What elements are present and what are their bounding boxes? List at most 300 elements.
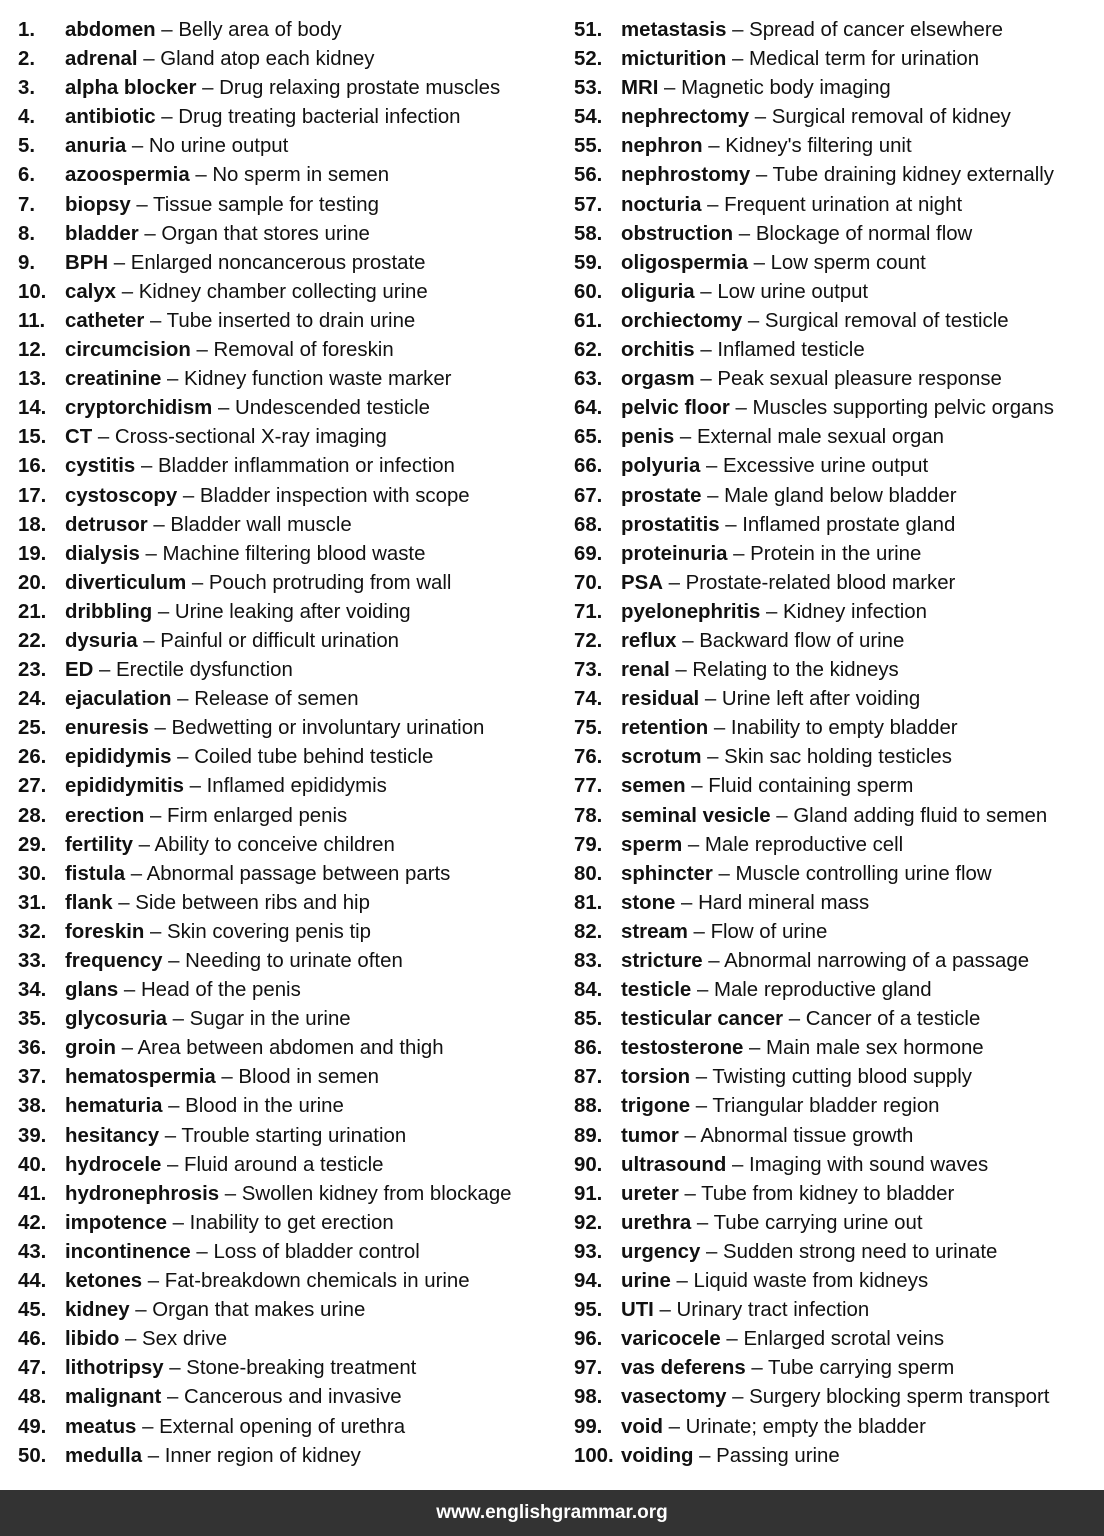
entry-separator: – <box>167 1008 190 1031</box>
entry-definition: Relating to the kidneys <box>692 659 899 682</box>
entry-term: abdomen <box>65 19 156 41</box>
entry-separator: – <box>142 1444 165 1467</box>
entry-text <box>621 889 869 918</box>
entry-text <box>65 511 352 540</box>
entry-term: ultrasound <box>621 1153 727 1176</box>
glossary-entry <box>18 1092 558 1121</box>
entry-number: 16. <box>18 455 47 478</box>
entry-text <box>621 685 920 714</box>
entry-definition: Prostate-related blood marker <box>685 571 956 594</box>
entry-definition: Surgery blocking sperm transport <box>749 1386 1050 1409</box>
entry-definition: Trouble starting urination <box>181 1124 407 1147</box>
entry-number: 20. <box>18 571 47 594</box>
entry-number: 72. <box>574 629 603 652</box>
glossary-entry <box>574 540 1099 569</box>
entry-number: 7. <box>18 193 36 216</box>
entry-term: hematuria <box>65 1095 163 1118</box>
entry-definition: Tube carrying sperm <box>768 1357 955 1380</box>
entry-text <box>621 482 957 511</box>
entry-separator: – <box>93 659 116 682</box>
entry-definition: Kidney chamber collecting urine <box>138 280 428 303</box>
entry-term: void <box>621 1415 663 1438</box>
entry-text <box>621 1354 954 1383</box>
entry-separator: – <box>163 1357 187 1380</box>
entry-number: 28. <box>18 804 47 827</box>
entry-number: 27. <box>18 775 47 798</box>
glossary-entry <box>18 74 558 103</box>
entry-number: 55. <box>574 135 603 158</box>
glossary-entry <box>574 918 1099 947</box>
entry-number: 12. <box>18 339 47 362</box>
entry-term: fistula <box>65 862 126 885</box>
entry-text <box>621 743 952 772</box>
entry-definition: Pouch protruding from wall <box>208 571 452 594</box>
glossary-entry <box>18 1034 558 1063</box>
glossary-entry <box>574 743 1099 772</box>
entry-number: 22. <box>18 629 47 652</box>
entry-text <box>65 365 451 394</box>
glossary-entry <box>18 1413 558 1442</box>
entry-term: residual <box>621 688 700 711</box>
entry-definition: Swollen kidney from blockage <box>241 1182 512 1205</box>
entry-number: 70. <box>574 571 603 594</box>
entry-text <box>65 74 500 103</box>
entry-text <box>621 1296 869 1325</box>
entry-definition: Organ that makes urine <box>152 1299 366 1322</box>
entry-separator: – <box>119 1328 143 1351</box>
entry-term: anuria <box>65 135 127 158</box>
entry-term: obstruction <box>621 222 734 245</box>
entry-number: 44. <box>18 1270 47 1293</box>
entry-number: 76. <box>574 746 603 769</box>
entry-text <box>65 1034 444 1063</box>
entry-definition: Inflamed testicle <box>717 339 865 362</box>
glossary-entry <box>18 1238 558 1267</box>
entry-definition: Fluid around a testicle <box>184 1153 384 1176</box>
entry-number: 58. <box>574 222 603 245</box>
glossary-entry <box>574 976 1099 1005</box>
entry-definition: Inability to get erection <box>189 1211 394 1234</box>
entry-separator: – <box>135 455 158 478</box>
entry-separator: – <box>783 1008 806 1031</box>
entry-number: 85. <box>574 1008 603 1031</box>
entry-separator: – <box>669 659 693 682</box>
entry-term: adrenal <box>65 48 138 71</box>
entry-term: urine <box>621 1270 671 1293</box>
entry-term: oliguria <box>621 280 695 303</box>
entry-term: renal <box>621 659 670 682</box>
entry-term: antibiotic <box>65 106 156 129</box>
entry-separator: – <box>693 1444 717 1467</box>
glossary-entry <box>18 743 558 772</box>
entry-term: tumor <box>621 1124 679 1147</box>
entry-text <box>65 220 370 249</box>
glossary-entry <box>18 336 558 365</box>
entry-separator: – <box>212 397 235 420</box>
entry-term: BPH <box>65 251 109 274</box>
entry-definition: Tube inserted to drain urine <box>166 309 416 332</box>
entry-text <box>621 598 927 627</box>
entry-text <box>65 889 370 918</box>
entry-number: 61. <box>574 309 603 332</box>
entry-term: vas deferens <box>621 1357 746 1380</box>
entry-number: 47. <box>18 1357 47 1380</box>
entry-number: 52. <box>574 48 603 71</box>
entry-number: 84. <box>574 979 603 1002</box>
entry-separator: – <box>720 1328 744 1351</box>
glossary-entry <box>18 714 558 743</box>
entry-separator: – <box>219 1182 242 1205</box>
glossary-entry <box>574 569 1099 598</box>
entry-separator: – <box>701 746 725 769</box>
entry-separator: – <box>161 1153 184 1176</box>
entry-separator: – <box>747 251 771 274</box>
entry-definition: Drug relaxing prostate muscles <box>219 77 501 100</box>
entry-separator: – <box>727 542 751 565</box>
glossary-entry <box>18 569 558 598</box>
entry-separator: – <box>742 309 765 332</box>
entry-number: 87. <box>574 1066 603 1089</box>
entry-separator: – <box>694 368 718 391</box>
entry-text <box>65 249 425 278</box>
entry-term: cryptorchidism <box>65 397 213 420</box>
entry-separator: – <box>161 1386 184 1409</box>
entry-separator: – <box>162 950 186 972</box>
entry-term: cystoscopy <box>65 484 178 507</box>
entry-number: 19. <box>18 542 47 565</box>
footer-website[interactable]: www.englishgrammar.org <box>436 1502 668 1523</box>
entry-term: diverticulum <box>65 571 187 594</box>
glossary-entry <box>574 1238 1099 1267</box>
entry-separator: – <box>702 950 725 972</box>
entry-separator: – <box>699 688 722 711</box>
entry-definition: Erectile dysfunction <box>116 659 293 682</box>
glossary-entry <box>18 511 558 540</box>
entry-number: 65. <box>574 426 603 449</box>
entry-text <box>621 1005 980 1034</box>
entry-separator: – <box>676 629 700 652</box>
entry-text <box>65 336 394 365</box>
entry-definition: No sperm in semen <box>212 164 390 187</box>
entry-definition: Blockage of normal flow <box>755 222 973 245</box>
entry-definition: Stone-breaking treatment <box>186 1357 417 1380</box>
glossary-entry <box>18 365 558 394</box>
glossary-entry <box>18 103 558 132</box>
entry-number: 15. <box>18 426 47 449</box>
entry-number: 62. <box>574 339 603 362</box>
entry-number: 69. <box>574 542 603 565</box>
entry-text <box>65 161 389 190</box>
glossary-entry <box>574 1354 1099 1383</box>
entry-separator: – <box>159 1124 182 1147</box>
entry-term: kidney <box>65 1299 130 1322</box>
entry-definition: Sex drive <box>142 1328 228 1351</box>
entry-term: dribbling <box>65 600 153 623</box>
entry-text <box>621 1325 944 1354</box>
entry-definition: Side between ribs and hip <box>135 891 370 914</box>
entry-text <box>65 685 359 714</box>
entry-separator: – <box>148 717 172 740</box>
entry-text <box>65 1063 379 1092</box>
entry-separator: – <box>726 1386 750 1409</box>
entry-text <box>65 772 387 801</box>
entry-term: reflux <box>621 629 677 652</box>
entry-definition: Bladder inspection with scope <box>199 484 470 507</box>
glossary-entry <box>574 365 1099 394</box>
entry-term: CT <box>65 426 93 449</box>
entry-term: nephrectomy <box>621 106 750 129</box>
entry-text <box>65 307 415 336</box>
entry-definition: Bedwetting or involuntary urination <box>171 717 485 740</box>
entry-number: 97. <box>574 1357 603 1380</box>
entry-separator: – <box>155 106 179 129</box>
entry-number: 9. <box>18 251 36 274</box>
entry-definition: Spread of cancer elsewhere <box>749 19 1003 41</box>
entry-separator: – <box>183 775 207 798</box>
glossary-entry <box>574 16 1099 45</box>
entry-definition: Fluid containing sperm <box>708 775 914 798</box>
glossary-entry <box>18 1063 558 1092</box>
entry-number: 71. <box>574 600 603 623</box>
entry-definition: Cancer of a testicle <box>805 1008 981 1031</box>
entry-number: 95. <box>574 1299 603 1322</box>
glossary-entry <box>18 249 558 278</box>
entry-definition: Drug treating bacterial infection <box>178 106 461 129</box>
entry-number: 25. <box>18 717 47 740</box>
entry-separator: – <box>701 193 725 216</box>
glossary-entry <box>574 511 1099 540</box>
entry-term: catheter <box>65 309 145 332</box>
entry-definition: Skin sac holding testicles <box>724 746 952 769</box>
glossary-entry <box>574 482 1099 511</box>
entry-term: ureter <box>621 1182 679 1205</box>
entry-definition: Painful or difficult urination <box>160 629 400 652</box>
entry-term: epididymis <box>65 746 172 769</box>
entry-term: nocturia <box>621 193 702 216</box>
entry-separator: – <box>750 164 773 187</box>
glossary-entry <box>18 132 558 161</box>
entry-text <box>65 278 428 307</box>
glossary-entry <box>574 1325 1099 1354</box>
entry-text <box>65 656 293 685</box>
entry-text <box>621 1063 972 1092</box>
entry-separator: – <box>92 426 115 449</box>
entry-definition: Bladder wall muscle <box>170 513 352 536</box>
entry-number: 30. <box>18 862 47 885</box>
entry-number: 88. <box>574 1095 603 1118</box>
entry-term: proteinuria <box>621 542 728 565</box>
entry-separator: – <box>729 397 753 420</box>
entry-number: 91. <box>574 1182 603 1205</box>
entry-number: 66. <box>574 455 603 478</box>
entry-number: 23. <box>18 659 47 682</box>
entry-number: 98. <box>574 1386 603 1409</box>
entry-term: creatinine <box>65 368 162 391</box>
entry-definition: Peak sexual pleasure response <box>717 368 1002 391</box>
entry-text <box>65 947 403 976</box>
entry-definition: Tube carrying urine out <box>713 1211 923 1234</box>
entry-term: seminal vesicle <box>621 804 771 827</box>
entry-text <box>65 976 301 1005</box>
entry-number: 21. <box>18 600 47 623</box>
entry-text <box>621 1267 928 1296</box>
entry-text <box>65 1296 365 1325</box>
entry-number: 93. <box>574 1240 603 1263</box>
entry-separator: – <box>733 222 756 245</box>
entry-text <box>621 1180 954 1209</box>
entry-number: 49. <box>18 1415 47 1438</box>
glossary-entry <box>18 627 558 656</box>
entry-term: flank <box>65 891 113 914</box>
entry-term: ED <box>65 659 94 682</box>
entry-number: 79. <box>574 833 603 856</box>
entry-number: 1. <box>18 19 36 41</box>
entry-separator: – <box>760 600 784 623</box>
entry-term: voiding <box>621 1444 694 1467</box>
entry-number: 96. <box>574 1328 603 1351</box>
entry-number: 33. <box>18 950 47 972</box>
entry-definition: Inability to empty bladder <box>730 717 958 740</box>
entry-term: detrusor <box>65 513 148 536</box>
entry-number: 36. <box>18 1037 47 1060</box>
entry-separator: – <box>690 1095 713 1118</box>
entry-text <box>621 1151 988 1180</box>
glossary-entry <box>18 772 558 801</box>
entry-separator: – <box>126 135 149 158</box>
entry-definition: Belly area of body <box>178 19 342 41</box>
entry-definition: Abnormal narrowing of a passage <box>724 950 1030 972</box>
glossary-entry <box>574 1122 1099 1151</box>
glossary-entry <box>18 1383 558 1412</box>
entry-definition: Low sperm count <box>770 251 926 274</box>
entry-separator: – <box>694 339 718 362</box>
entry-text <box>621 307 1009 336</box>
glossary-entry <box>574 132 1099 161</box>
entry-separator: – <box>653 1299 677 1322</box>
entry-term: prostatitis <box>621 513 720 536</box>
entry-text <box>621 714 958 743</box>
entry-term: urethra <box>621 1211 692 1234</box>
entry-number: 57. <box>574 193 603 216</box>
entry-term: glycosuria <box>65 1008 167 1031</box>
glossary-entry <box>18 16 558 45</box>
glossary-entry <box>574 161 1099 190</box>
entry-term: vasectomy <box>621 1386 727 1409</box>
entry-definition: Enlarged scrotal veins <box>743 1328 945 1351</box>
entry-text <box>65 1267 470 1296</box>
entry-definition: Frequent urination at night <box>724 193 963 216</box>
glossary-entry <box>18 1296 558 1325</box>
entry-number: 75. <box>574 717 603 740</box>
entry-separator: – <box>675 891 699 914</box>
entry-number: 38. <box>18 1095 47 1118</box>
entry-number: 6. <box>18 164 36 187</box>
entry-term: circumcision <box>65 339 191 362</box>
entry-definition: Urine left after voiding <box>721 688 921 711</box>
entry-definition: Inner region of kidney <box>164 1444 361 1467</box>
entry-term: cystitis <box>65 455 136 478</box>
entry-definition: Loss of bladder control <box>213 1240 420 1263</box>
entry-term: azoospermia <box>65 164 190 187</box>
entry-text <box>621 569 955 598</box>
entry-definition: Firm enlarged penis <box>167 804 348 827</box>
entry-term: incontinence <box>65 1240 191 1263</box>
entry-number: 80. <box>574 862 603 885</box>
entry-separator: – <box>719 513 743 536</box>
entry-separator: – <box>694 280 718 303</box>
glossary-entry <box>574 249 1099 278</box>
entry-number: 60. <box>574 280 603 303</box>
entry-text <box>65 627 399 656</box>
entry-separator: – <box>702 135 726 158</box>
entry-number: 78. <box>574 804 603 827</box>
entry-separator: – <box>116 280 139 303</box>
entry-text <box>621 1209 923 1238</box>
entry-text <box>621 132 912 161</box>
entry-separator: – <box>147 513 171 536</box>
entry-number: 46. <box>18 1328 47 1351</box>
entry-text <box>621 918 827 947</box>
entry-separator: – <box>658 77 682 100</box>
glossary-columns <box>0 16 1104 1476</box>
entry-number: 92. <box>574 1211 603 1234</box>
entry-separator: – <box>108 251 131 274</box>
entry-number: 8. <box>18 222 36 245</box>
entry-separator: – <box>130 193 154 216</box>
glossary-entry <box>18 191 558 220</box>
glossary-entry <box>574 307 1099 336</box>
entry-text <box>65 743 433 772</box>
entry-text <box>65 1122 406 1151</box>
entry-number: 24. <box>18 688 47 711</box>
entry-text <box>621 249 926 278</box>
entry-definition: Male reproductive cell <box>704 833 904 856</box>
glossary-entry <box>574 423 1099 452</box>
entry-term: prostate <box>621 484 702 507</box>
glossary-entry <box>574 714 1099 743</box>
entry-number: 77. <box>574 775 603 798</box>
entry-term: nephrostomy <box>621 164 751 187</box>
entry-definition: Head of the penis <box>140 979 301 1002</box>
glossary-entry <box>574 802 1099 831</box>
entry-definition: Main male sex hormone <box>766 1037 984 1060</box>
entry-text <box>621 511 955 540</box>
entry-number: 26. <box>18 746 47 769</box>
entry-definition: Passing urine <box>716 1444 840 1467</box>
entry-text <box>621 423 944 452</box>
entry-definition: Excessive urine output <box>722 455 929 478</box>
glossary-entry <box>574 336 1099 365</box>
entry-number: 41. <box>18 1182 47 1205</box>
glossary-entry <box>574 1005 1099 1034</box>
entry-definition: Urinate; empty the bladder <box>685 1415 926 1438</box>
entry-text <box>621 656 899 685</box>
entry-number: 35. <box>18 1008 47 1031</box>
entry-separator: – <box>691 979 714 1002</box>
entry-text <box>65 16 342 45</box>
entry-term: testicle <box>621 979 692 1002</box>
entry-text <box>65 1442 361 1471</box>
glossary-entry <box>18 976 558 1005</box>
entry-text <box>65 103 461 132</box>
entry-number: 11. <box>18 309 46 332</box>
entry-text <box>621 860 992 889</box>
entry-number: 59. <box>574 251 603 274</box>
entry-text <box>621 278 868 307</box>
entry-definition: Abnormal tissue growth <box>700 1124 914 1147</box>
entry-separator: – <box>700 455 723 478</box>
entry-number: 2. <box>18 48 36 71</box>
